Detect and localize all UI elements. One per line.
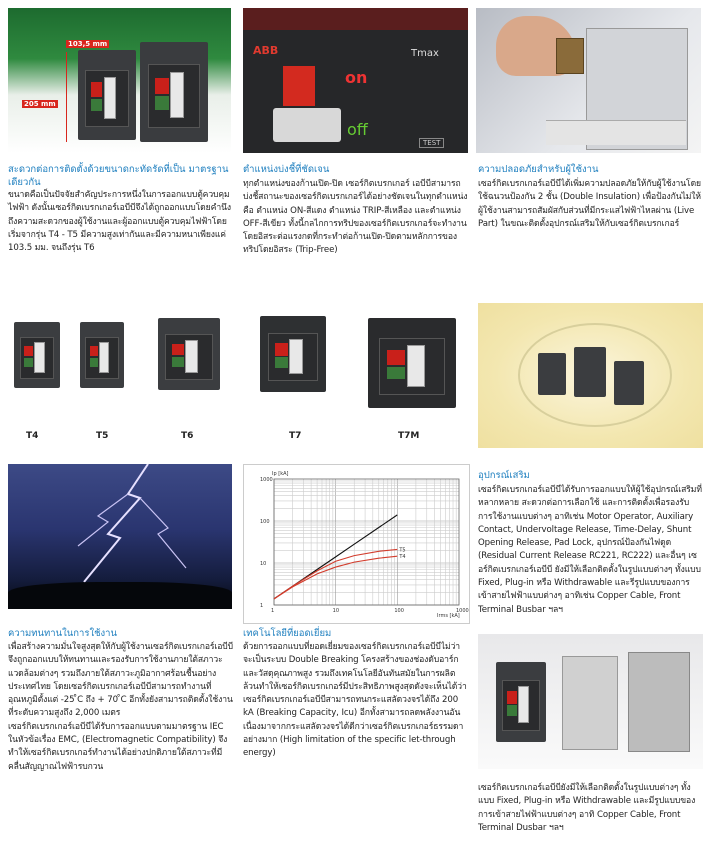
breaker-t5-image xyxy=(140,42,208,142)
mounting-withdrawable-image xyxy=(628,652,690,752)
safety-heading: ความปลอดภัยสำหรับผู้ใช้งาน xyxy=(478,164,599,175)
x-axis-label: Irms [kA] xyxy=(437,613,460,619)
series-label-t4: T4 xyxy=(399,554,406,561)
product-t7m-image xyxy=(368,318,456,408)
product-label-t7m: T7M xyxy=(398,431,420,441)
y-tick-label: 1 xyxy=(260,603,264,609)
lever-body: ทุกตำแหน่งของก้านเปิด-ปิด เซอร์กิตเบรกเกอร์ เอบีบีสามารถบ่งชี้สถานะของเซอร์กิตเบรกเกอร์ได้อย่างชัดเจนในทุกตำแหน่ง คือ ตำแหน่ง ON-สีแดง ตำแหน่ง TRIP-สีเหลือง และตำแหน่ง OFF-สีเขียว ทั้งนี้กลไกการทริปของเซอร์กิตเบรกเกอร์จะทำงานโดยอิสระต่อแรงกดที่กระทำต่อก้านเปิด-ปิดตามหลักการของทริปโดยอิสระ (Trip-Free) xyxy=(243,179,468,256)
trip-lever xyxy=(273,108,341,142)
size-heading: สะดวกต่อการติดตั้งด้วยขนาดกะทัดรัดที่เป็น มาตรฐานเดียวกัน xyxy=(8,164,229,188)
breaker-top-bar xyxy=(243,8,468,30)
lever-heading: ตำแหน่งบ่งชี้ที่ชัดเจน xyxy=(243,164,330,175)
y-tick-label: 100 xyxy=(260,519,270,525)
breaker-terminal-row xyxy=(546,120,686,145)
mounting-body: เซอร์กิตเบรกเกอร์เอบีบียังมีให้เลือกติดตั้งในรูปแบบต่างๆ ทั้งแบบ Fixed, Plug-in หรือ Withdrawable และมีรูปแบบของการเข้าสายไฟฟ้าแบบต่างๆ อาทิ Copper Cable, Front Terminal Dusbar ฯลฯ xyxy=(478,783,696,833)
x-tick-label: 100 xyxy=(394,608,404,614)
product-t6-image xyxy=(158,318,220,390)
product-t5-image xyxy=(80,322,124,388)
limitation-chart-svg xyxy=(244,465,469,623)
off-label: off xyxy=(347,120,368,139)
size-body: ขนาดคือเป็นปัจจัยสำคัญประการหนึ่งในการออกแบบตู้ควบคุมไฟฟ้า ดังนั้นเซอร์กิตเบรกเกอร์เอบีบีจึงได้ถูกออกแบบโดยคำนึงถึงความสะดวกของผู้ใช้งานและผู้ออกแบบตู้ควบคุมไฟฟ้าโดยเริ่มจากรุ่น T4 - T5 มีความสูงเท่ากันและมีความหนาเพียงแค่ 103.5 มม. จนถึงรุ่น T6 xyxy=(8,190,231,254)
tree-silhouette xyxy=(8,582,232,609)
mounting-plugin-image xyxy=(562,656,618,750)
accessory-breaker-1 xyxy=(538,353,566,395)
red-on-panel xyxy=(283,66,315,106)
safety-photo xyxy=(476,8,701,153)
accessory-breaker-2 xyxy=(574,347,606,397)
height-dimension-label: 205 mm xyxy=(24,100,56,108)
breaker-t4-image xyxy=(78,50,136,140)
height-dimension-line xyxy=(66,52,67,142)
product-t4-image xyxy=(14,322,60,388)
test-button: TEST xyxy=(419,138,444,148)
plot-frame xyxy=(274,479,459,605)
technology-heading: เทคโนโลยีที่ยอดเยี่ยม xyxy=(243,628,332,639)
y-tick-label: 10 xyxy=(260,561,267,567)
mounting-photo xyxy=(478,634,703,769)
product-label-t5: T5 xyxy=(96,431,109,441)
product-label-t6: T6 xyxy=(181,431,194,441)
mounting-fixed-image xyxy=(496,662,546,742)
technology-body: ด้วยการออกแบบที่ยอดเยี่ยมของเซอร์กิตเบรกเกอร์เอบีบีไม่ว่าจะเป็นระบบ Double Breaking โครงสร้างของช่องดับอาร์กและวัสดุคุณภาพสูง รวมถึงเทคโนโลยีอันทันสมัยในการผลิตล้วนทำให้เซอร์กิตเบรกเกอร์มีประสิทธิภาพสูงสุดดังจะเห็นได้ว่า เซอร์กิตเบรกเกอร์เอบีบีสามารถทนกระแสลัดวงจรได้ถึง 200 kA (Breaking Capacity, Icu) อีกทั้งสามารถลดพลังงานอันเนื่องมาจากกระแสลัดวงจรได้ดีกว่าเซอร์กิตเบรกเกอร์ธรรมดาอย่างมาก (High limitation of the specific let-through energy) xyxy=(243,642,467,759)
durability-body: เพื่อสร้างความมั่นใจสูงสุดให้กับผู้ใช้งานเซอร์กิตเบรกเกอร์เอบีบีจึงถูกออกแบบให้ทนทานและรองรับการใช้งานภายใต้สภาวะแวดล้อมต่างๆ รวมถึงภายใต้สภาวะภูมิอากาศร้อนชื้นอย่างประเทศไทย โดยเซอร์กิตเบรกเกอร์เอบีบีสามารถทำงานที่อุณหภูมิตั้งแต่ -25 ̊C ถึง + 70 ̊C อีกทั้งยังสามารถติดตั้งใช้งานที่ระดับความสูงถึง 2,000 เมตร เซอร์กิตเบรกเกอร์เอบีบีได้รับการออกแบบตามมาตรฐาน IEC ในหัวข้อเรื่อง EMC, (Electromagnetic Compatibility) จึงทำให้เซอร์กิตเบรกเกอร์ทำงานได้อย่างปกติภายใต้สภาวะที่มีคลื่นสัญญาณไฟฟ้ารบกวน xyxy=(8,642,233,772)
limitation-chart xyxy=(243,464,470,624)
x-tick-label: 1000 xyxy=(456,608,469,614)
on-label: on xyxy=(345,68,368,87)
lightning-photo xyxy=(8,464,232,609)
size-photo xyxy=(8,8,231,153)
abb-logo: ABB xyxy=(253,44,279,57)
y-tick-label: 1000 xyxy=(260,477,273,483)
product-t7-image xyxy=(260,316,326,392)
safety-body: เซอร์กิตเบรกเกอร์เอบีบีได้เพิ่มความปลอดภัยให้กับผู้ใช้งานโดยใช้ฉนวนป้องกัน 2 ชั้น (Double Insulation) เพื่อป้องกันไม่ให้ผู้ใช้งานสามารถสัมผัสกับส่วนที่มีกระแสไฟฟ้าไหลผ่าน (Live Part) ในขณะติดตั้งอุปกรณ์เสริมให้กับเซอร์กิตเบรกเกอร์ xyxy=(478,179,701,229)
accessories-heading: อุปกรณ์เสริม xyxy=(478,470,530,481)
accessories-photo xyxy=(478,303,703,448)
accessories-body: เซอร์กิตเบรกเกอร์เอบีบีได้รับการออกแบบให้ผู้ใช้อุปกรณ์เสริมที่หลากหลาย สะดวกต่อการเลือกใช้ และการติดตั้งเพื่อรองรับการใช้งานแบบต่างๆ อาทิเช่น Motor Operator, Auxiliary Contact, Undervoltage Release, Time-Delay, Shunt Opening Release, Pad Lock, อุปกรณ์ป้องกันไฟดูด (Residual Current Release RC221, RC222) และอื่นๆ เซอร์กิตเบรกเกอร์เอบีบี ยังมีให้เลือกติดตั้งในรูปแบบต่างๆ ทั้งแบบ Fixed, Plug-in หรือ Withdrawable และรีรูปแบบของการเข้าสายไฟฟ้าแบบต่างๆ อาทิเช่น Copper Cable, Front Terminal Busbar ฯลฯ xyxy=(478,485,702,615)
durability-heading: ความทนทานในการใช้งาน xyxy=(8,628,118,639)
lever-photo xyxy=(243,8,468,153)
y-axis-label: Ip [kA] xyxy=(272,471,289,477)
series-label-t5: T5 xyxy=(399,547,406,554)
product-label-t4: T4 xyxy=(26,431,39,441)
product-label-t7: T7 xyxy=(289,431,302,441)
tmax-label: Tmax xyxy=(411,48,439,59)
x-tick-label: 10 xyxy=(332,608,340,614)
width-dimension-label: 103,5 mm xyxy=(68,40,108,48)
x-tick-label: 1 xyxy=(271,608,275,614)
accessory-module xyxy=(556,38,584,74)
accessory-breaker-3 xyxy=(614,361,644,405)
